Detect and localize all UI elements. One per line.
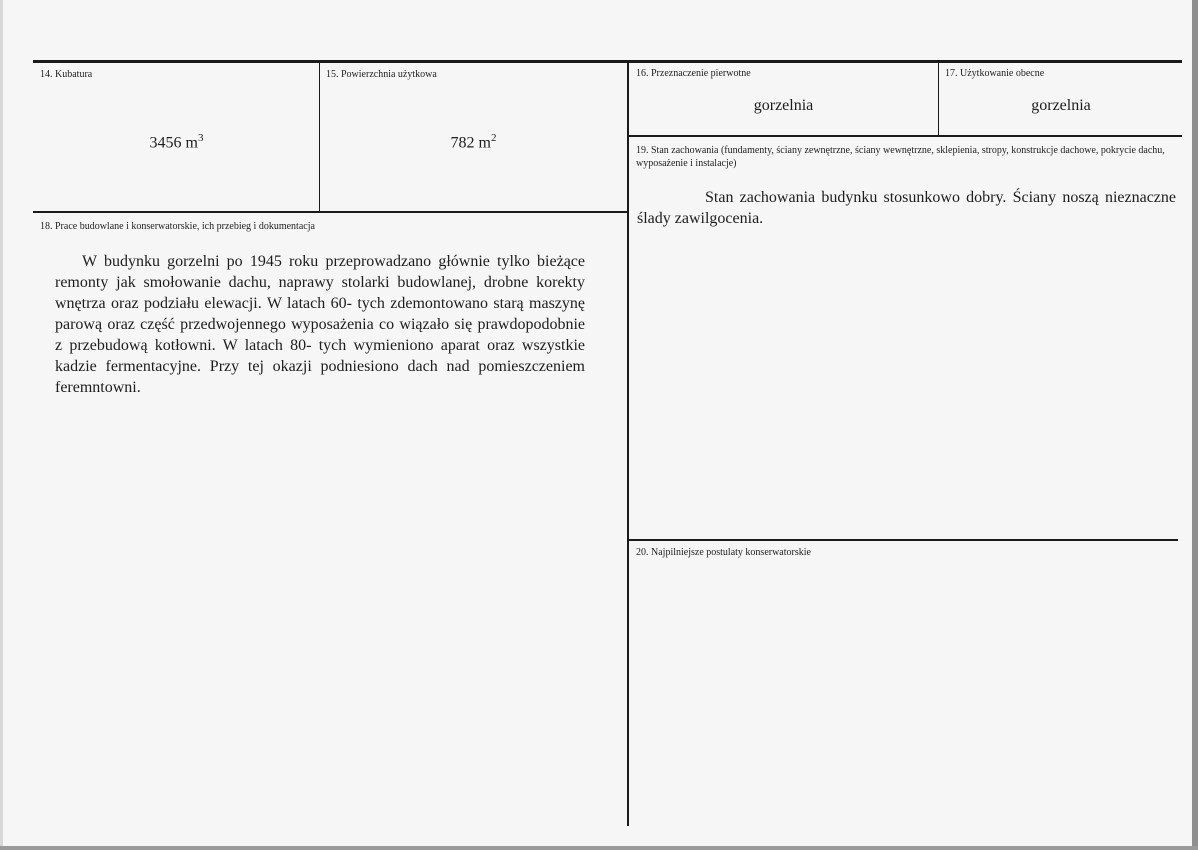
prace-text: W budynku gorzelni po 1945 roku przeprowadzano głównie tylko bieżące remonty jak smołowanie dachu, naprawy stolarki budowlanej, drobne korekty wnętrza oraz podziału elewacji. W latach 60- tych zdemontowano starą maszynę parową oraz część przedwojennego wyposażenia co wiązało się prawdopodobnie z przebudową kotłowni. W latach 80- tych wymieniono aparat oraz wszystkie kadzie fermentacyjne. Przy tej okazji podniesiono dach nad pomieszczeniem feremntowni. bbox=[55, 253, 585, 396]
rule-above-18 bbox=[33, 211, 627, 213]
rule-above-19 bbox=[629, 135, 1182, 137]
center-divider bbox=[627, 60, 629, 826]
kubatura-number: 3456 m bbox=[149, 134, 198, 152]
uzytkowanie-value: gorzelnia bbox=[1031, 97, 1091, 114]
rule-above-20 bbox=[629, 539, 1178, 541]
przeznaczenie-label: 16. Przeznaczenie pierwotne bbox=[636, 68, 751, 79]
stan-text: Stan zachowania budynku stosunkowo dobry. Ściany noszą nieznaczne ślady zawilgocenia. bbox=[637, 189, 1176, 227]
postulaty-label: 20. Najpilniejsze postulaty konserwatorskie bbox=[636, 547, 811, 558]
top-rule bbox=[33, 60, 1182, 63]
kubatura-value bbox=[34, 132, 319, 152]
uzytkowanie-label: 17. Użytkowanie obecne bbox=[945, 68, 1045, 79]
powierzchnia-label: 15. Powierzchnia użytkowa bbox=[326, 69, 437, 80]
scan-edge-bottom bbox=[0, 846, 1198, 850]
powierzchnia-exponent: 2 bbox=[490, 132, 497, 144]
scan-edge-left bbox=[0, 0, 3, 850]
kubatura-exponent: 3 bbox=[197, 132, 204, 144]
scan-edge-right bbox=[1192, 0, 1198, 850]
kubatura-label: 14. Kubatura bbox=[40, 69, 93, 80]
przeznaczenie-value: gorzelnia bbox=[753, 97, 814, 114]
prace-label: 18. Prace budowlane i konserwatorskie, ich przebieg i dokumentacja bbox=[40, 221, 315, 232]
powierzchnia-number: 782 m bbox=[450, 134, 491, 152]
powierzchnia-value bbox=[320, 132, 627, 152]
stan-label: 19. Stan zachowania (fundamenty, ściany zewnętrzne, ściany wewnętrzne, sklepienia, stropy, konstrukcje dachowe, pokrycie dachu, wyposażenie i instalacje) bbox=[636, 145, 1165, 169]
